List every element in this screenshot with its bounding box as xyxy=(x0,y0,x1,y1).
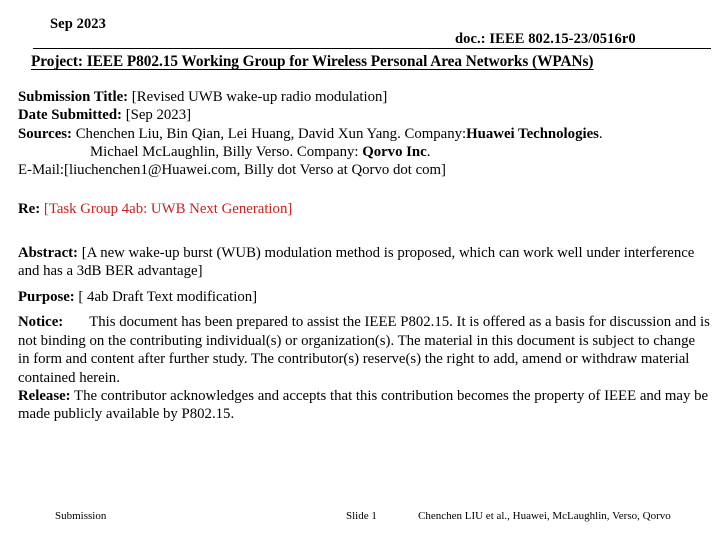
re-label: Re: xyxy=(18,200,41,217)
submission-title-row xyxy=(18,88,708,106)
re-row xyxy=(18,200,708,218)
spacer-before-notice xyxy=(18,306,708,313)
sources-names: Chenchen Liu, Bin Qian, Lei Huang, David Xun Yang. Company: xyxy=(75,125,467,142)
notice-value: This document has been prepared to assist the IEEE P802.15. It is offered as a basis for discussion and is not binding on the contributing individual(s) or organization(s). The material in this document is subject to change in form and content after further study. The contributor(s) reserve(s) the right to add, amend or withdraw material contained herein. xyxy=(18,314,710,386)
footer-submission-label: Submission xyxy=(55,510,107,522)
date-submitted-label: Date Submitted: xyxy=(18,107,122,124)
spacer-before-abstract xyxy=(18,218,708,244)
header-project-title: Project: IEEE P802.15 Working Group for Wireless Personal Area Networks (WPANs) xyxy=(31,53,594,70)
notice-row xyxy=(18,313,710,387)
email-row xyxy=(18,161,708,179)
release-row xyxy=(18,387,710,424)
purpose-row xyxy=(18,288,708,306)
sources-label: Sources: xyxy=(18,125,72,142)
abstract-row xyxy=(18,244,710,281)
sources-names-2: Michael McLaughlin, Billy Verso. Company: xyxy=(90,144,363,161)
re-value: [Task Group 4ab: UWB Next Generation] xyxy=(43,200,293,217)
spacer-before-re xyxy=(18,180,708,200)
release-value: The contributor acknowledges and accepts that this contribution becomes the property of IEEE and may be made publicly available by P802.15. xyxy=(18,387,709,423)
sources-row-secondary xyxy=(18,143,708,161)
abstract-value: [A new wake-up burst (WUB) modulation method is proposed, which can work well under interference and has a 3dB BER advantage] xyxy=(18,245,695,280)
sources-company: Huawei Technologies xyxy=(466,125,599,142)
purpose-value: [ 4ab Draft Text modification] xyxy=(78,288,258,305)
header-doc-number: doc.: IEEE 802.15-23/0516r0 xyxy=(455,31,636,47)
date-submitted-value: [Sep 2023] xyxy=(125,107,192,124)
footer-slide-number: Slide 1 xyxy=(346,510,377,522)
sources-company-2-end: . xyxy=(426,144,431,161)
email-label: E-Mail: xyxy=(18,162,65,179)
submission-title-label: Submission Title: xyxy=(18,89,129,105)
release-label: Release: xyxy=(18,387,71,404)
header-date: Sep 2023 xyxy=(50,16,106,32)
footer-authors: Chenchen LIU et al., Huawei, McLaughlin, Verso, Qorvo xyxy=(418,510,671,522)
slide-body xyxy=(18,88,708,424)
header-divider-rule xyxy=(33,48,711,49)
purpose-label: Purpose: xyxy=(18,288,75,305)
sources-company-end: . xyxy=(598,125,603,142)
sources-row xyxy=(18,125,708,143)
slide-footer xyxy=(0,510,720,530)
email-value: [liuchenchen1@Huawei.com, Billy dot Verso at Qorvo dot com] xyxy=(64,162,446,179)
date-submitted-row xyxy=(18,106,708,124)
spacer-before-purpose xyxy=(18,281,708,288)
abstract-label: Abstract: xyxy=(18,245,78,262)
submission-title-value: [Revised UWB wake-up radio modulation] xyxy=(131,89,388,105)
sources-company-2: Qorvo Inc xyxy=(362,144,427,161)
notice-label: Notice: xyxy=(18,314,64,331)
